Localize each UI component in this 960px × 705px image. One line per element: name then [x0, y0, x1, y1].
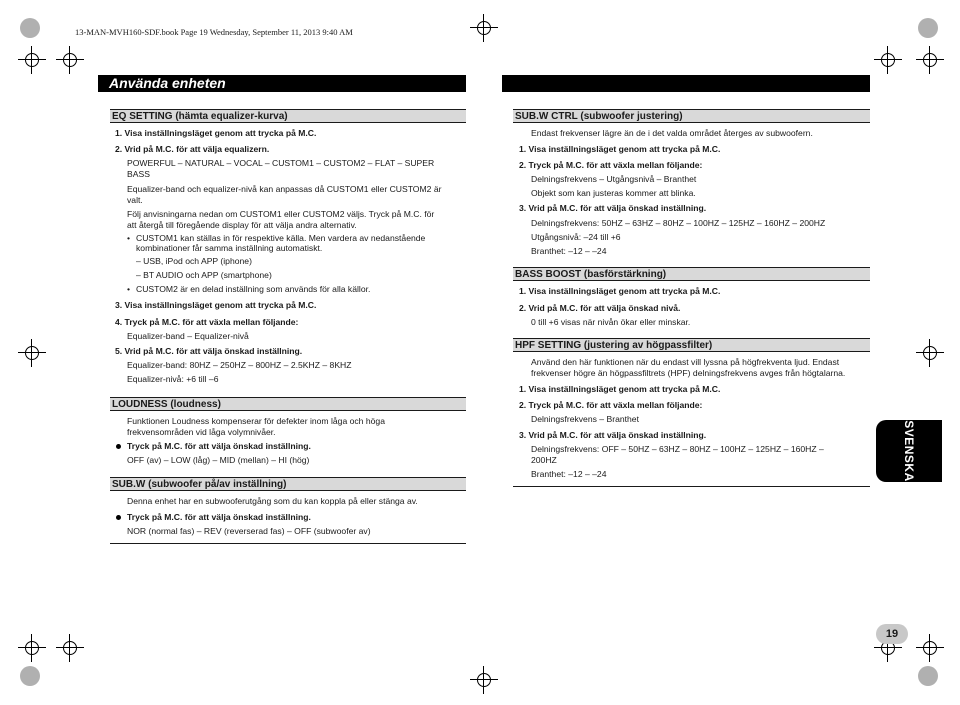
crop-mark [24, 640, 40, 656]
ctrl-step-1: 1. Visa inställningsläget genom att trycka på M.C. [519, 144, 721, 154]
eq-step-1: 1. Visa inställningsläget genom att trycka på M.C. [115, 128, 317, 138]
eq-options-line2: BASS [127, 169, 150, 179]
ctrl-step-2-note: Objekt som kan justeras kommer att blinka. [531, 188, 696, 198]
ctrl-step-3-freq: Delningsfrekvens: 50HZ – 63HZ – 80HZ – 100HZ – 125HZ – 160HZ – 200HZ [531, 218, 826, 228]
column-end-rule [513, 486, 870, 487]
ctrl-step-3-slope: Branthet: –12 – –24 [531, 246, 607, 256]
section-subwoofer-title: SUB.W (subwoofer på/av inställning) [110, 477, 466, 491]
section-hpf-title: HPF SETTING (justering av högpassfilter) [513, 338, 870, 352]
chapter-bar [98, 75, 466, 92]
hpf-step-3-slope: Branthet: –12 – –24 [531, 469, 607, 479]
crop-mark [922, 345, 938, 361]
eq-bullet2: CUSTOM2 är en delad inställning som används för alla källor. [136, 284, 371, 294]
bullet-icon: • [127, 284, 131, 294]
chapter-bar-right [502, 75, 870, 92]
hpf-step-1: 1. Visa inställningsläget genom att trycka på M.C. [519, 384, 721, 394]
eq-step-4-options: Equalizer-band – Equalizer-nivå [127, 331, 249, 341]
subwoofer-desc: Denna enhet har en subwooferutgång som du kan koppla på eller stänga av. [127, 496, 418, 506]
ctrl-desc: Endast frekvenser lägre än de i det valda området återges av subwoofern. [531, 128, 813, 138]
hpf-step-3-freq-line2: 200HZ [531, 455, 557, 465]
hpf-step-2-options: Delningsfrekvens – Branthet [531, 414, 639, 424]
hpf-step-3: 3. Vrid på M.C. för att välja önskad inställning. [519, 430, 707, 440]
bullet-icon: • [127, 233, 131, 243]
registration-mark [20, 666, 40, 686]
section-loudness-title: LOUDNESS (loudness) [110, 397, 466, 411]
eq-step-4: 4. Tryck på M.C. för att växla mellan följande: [115, 317, 299, 327]
ctrl-step-2-options: Delningsfrekvens – Utgångsnivå – Branthet [531, 174, 697, 184]
language-tab-label: SVENSKA [902, 420, 916, 482]
crop-mark [62, 52, 78, 68]
hpf-step-2: 2. Tryck på M.C. för att växla mellan följande: [519, 400, 703, 410]
ctrl-step-3: 3. Vrid på M.C. för att välja önskad inställning. [519, 203, 707, 213]
crop-mark [476, 672, 492, 688]
eq-bullet1-line2: kombinationer får samma inställning automatiskt. [136, 243, 323, 253]
loudness-options: OFF (av) – LOW (låg) – MID (mellan) – HI (hög) [127, 455, 310, 465]
crop-mark [922, 640, 938, 656]
eq-step-5-band: Equalizer-band: 80HZ – 250HZ – 800HZ – 2.5KHZ – 8KHZ [127, 360, 352, 370]
step-dot-icon [116, 444, 121, 449]
hpf-desc-line2: frekvenser högre än högpassfiltrets (HPF) delningsfrekvens avges från högtalarna. [531, 368, 846, 378]
crop-mark [24, 52, 40, 68]
eq-step-5: 5. Vrid på M.C. för att välja önskad inställning. [115, 346, 303, 356]
section-subw-ctrl-title: SUB.W CTRL (subwoofer justering) [513, 109, 870, 123]
eq-options-line1: POWERFUL – NATURAL – VOCAL – CUSTOM1 – CUSTOM2 – FLAT – SUPER [127, 158, 435, 168]
column-end-rule [110, 543, 466, 544]
bass-step-1: 1. Visa inställningsläget genom att trycka på M.C. [519, 286, 721, 296]
subwoofer-options: NOR (normal fas) – REV (reverserad fas) – OFF (subwoofer av) [127, 526, 371, 536]
section-eq-setting-title: EQ SETTING (hämta equalizer-kurva) [110, 109, 466, 123]
page-number-box [876, 624, 908, 644]
crop-mark [476, 20, 492, 36]
eq-desc2-line1: Följ anvisningarna nedan om CUSTOM1 eller CUSTOM2 väljs. Tryck på M.C. för [127, 209, 435, 219]
hpf-step-3-freq-line1: Delningsfrekvens: OFF – 50HZ – 63HZ – 80HZ – 100HZ – 125HZ – 160HZ – [531, 444, 824, 454]
loudness-desc-line2: frekvensområden vid låga volymnivåer. [127, 427, 276, 437]
crop-mark [62, 640, 78, 656]
step-dot-icon [116, 515, 121, 520]
page-number: 19 [885, 628, 899, 640]
ctrl-step-3-level: Utgångsnivå: –24 till +6 [531, 232, 621, 242]
eq-dash-1: – USB, iPod och APP (iphone) [136, 256, 252, 266]
crop-mark [24, 345, 40, 361]
loudness-step: Tryck på M.C. för att välja önskad inställning. [127, 441, 311, 451]
ctrl-step-2: 2. Tryck på M.C. för att växla mellan följande: [519, 160, 703, 170]
eq-desc1-line1: Equalizer-band och equalizer-nivå kan anpassas då CUSTOM1 eller CUSTOM2 är [127, 184, 442, 194]
subwoofer-step: Tryck på M.C. för att välja önskad inställning. [127, 512, 311, 522]
crop-mark [880, 52, 896, 68]
registration-mark [20, 18, 40, 38]
eq-step-5-level: Equalizer-nivå: +6 till –6 [127, 374, 219, 384]
hpf-desc-line1: Använd den här funktionen när du endast vill lyssna på högfrekventa ljud. Endast [531, 357, 840, 367]
eq-bullet1-line1: CUSTOM1 kan ställas in för respektive källa. Men vardera av nedanstående [136, 233, 426, 243]
file-header: 13-MAN-MVH160-SDF.book Page 19 Wednesday, September 11, 2013 9:40 AM [75, 27, 353, 37]
eq-desc1-line2: valt. [127, 195, 143, 205]
registration-mark [918, 18, 938, 38]
language-side-tab [876, 420, 942, 482]
bass-step-2: 2. Vrid på M.C. för att välja önskad nivå. [519, 303, 681, 313]
bass-step-2-note: 0 till +6 visas när nivån ökar eller minskar. [531, 317, 691, 327]
eq-step-3: 3. Visa inställningsläget genom att trycka på M.C. [115, 300, 317, 310]
eq-dash-2: – BT AUDIO och APP (smartphone) [136, 270, 272, 280]
eq-desc2-line2: att återgå till föregående display för att välja andra alternativ. [127, 220, 357, 230]
chapter-title: Använda enheten [109, 75, 226, 91]
section-bass-boost-title: BASS BOOST (basförstärkning) [513, 267, 870, 281]
crop-mark [922, 52, 938, 68]
registration-mark [918, 666, 938, 686]
eq-step-2: 2. Vrid på M.C. för att välja equalizern. [115, 144, 270, 154]
loudness-desc-line1: Funktionen Loudness kompenserar för defekter inom låga och höga [127, 416, 385, 426]
